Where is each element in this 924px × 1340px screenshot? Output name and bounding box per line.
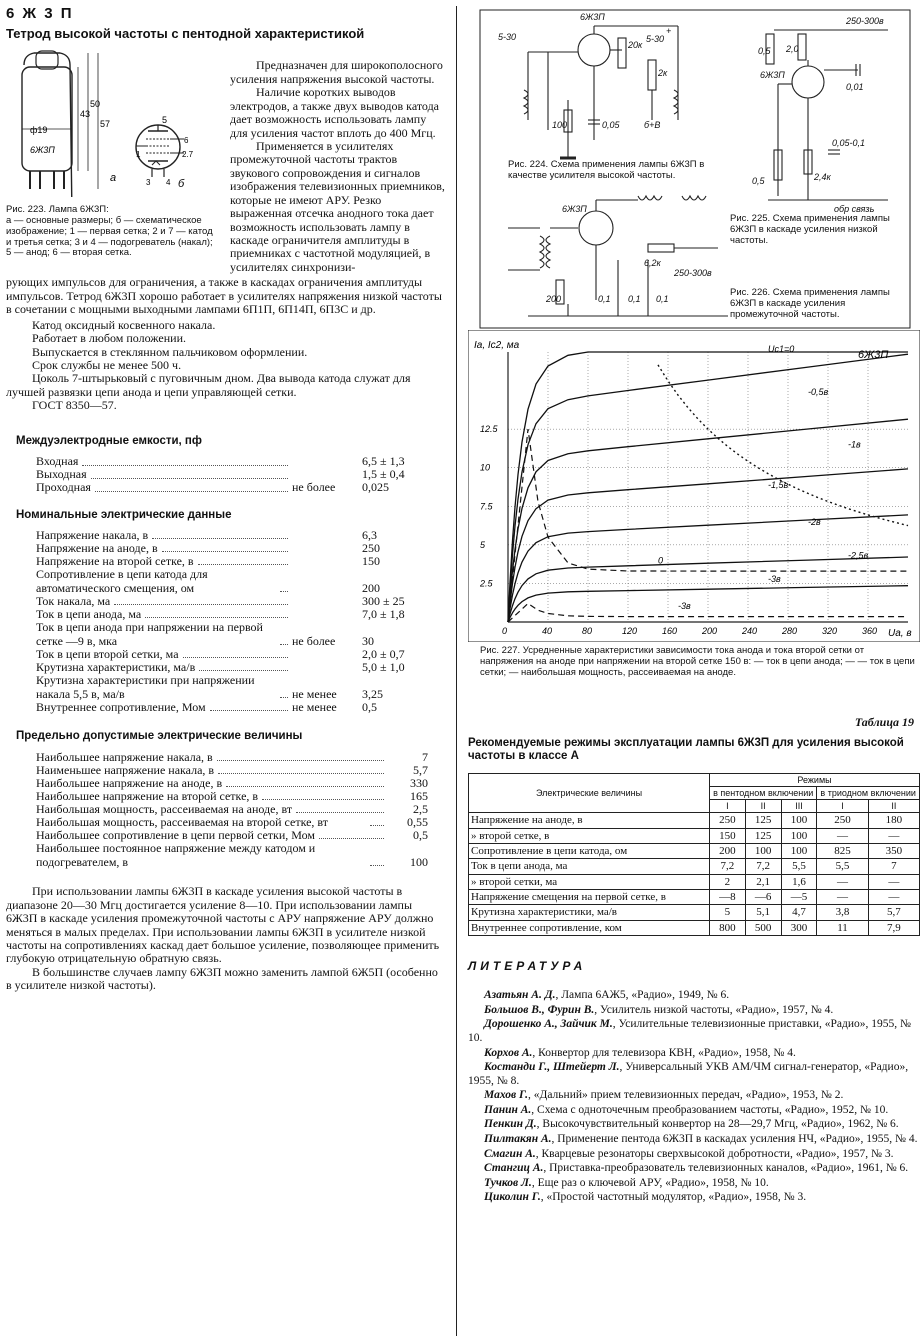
limit-label: Наибольшее напряжение на второй сетке, в [36,788,259,803]
pin-5: 5 [162,115,168,126]
left-column [6,0,446,993]
column-divider [456,6,457,1336]
table-row [469,905,920,920]
table-cell: 100 [781,828,817,843]
param-label: Ток в цепи анода, ма [36,606,142,621]
param-qualifier: не более [292,480,336,495]
fig223-caption-text: а — основные размеры; б — схематическое изображение; 1 — первая сетка; 2 и 7 — катод и третья сетка; 3 и 4 — подогреватель (накал); 5 — анод; 6 — вторая сетка. [6,214,213,259]
literature-ref [468,1148,920,1162]
ref-text: , Универсальный УКВ АМ/ЧМ сигнал-генератор, «Радио», 1955, № 8. [468,1061,909,1087]
fig227-caption [480,646,916,679]
table-cell: 1,6 [781,874,817,889]
table-cell: 100 [745,844,781,859]
anode-curve-label: -3в [768,573,781,584]
table-row-label: Крутизна характеристики, ма/в [469,905,710,920]
ref-author: Большов В., Фурин В. [484,1003,595,1016]
param-value: 150 [362,554,380,569]
pin-4: 4 [166,178,171,188]
table-cell: 125 [745,813,781,828]
ref-author: Костанди Г., Штейерт Л. [484,1061,620,1074]
param-value: 300 ± 25 [362,593,405,608]
table-cell: —6 [745,889,781,904]
mode-column-header: II [745,800,781,813]
table-cell: 5,5 [817,859,868,874]
fig224-r2: 2к [658,68,668,78]
param-row [36,701,428,714]
param-label: Ток в цепи второй сетки, ма [36,646,179,661]
limit-label: Наибольшая мощность, рассеиваемая на второй сетке, вт [36,814,329,829]
table-cell: 180 [868,813,919,828]
limit-value: 2,5 [413,801,428,816]
table-cell: 250 [817,813,868,828]
param-label: Напряжение на второй сетке, в [36,554,194,569]
x-tick-label: 200 [702,626,718,636]
table-cell: 5,5 [781,859,817,874]
table-cell: 7,2 [745,859,781,874]
ref-text: , Усилитель низкой частоты, «Радио», 1957, № 4. [594,1003,834,1016]
ref-author: Пенкин Д. [484,1118,537,1131]
param-value: 3,25 [362,686,383,701]
table-cell: — [817,828,868,843]
table-cell: 5,1 [745,905,781,920]
chart-title: 6Ж3П [858,349,889,361]
fig226-v: 250-300в [674,268,712,278]
property-item: Выпускается в стеклянном пальчиковом оформлении. [32,344,308,359]
literature-ref [468,989,920,1003]
legend-power: — наибольшая мощность, рассеиваемая на аноде. [508,666,736,678]
fig226-r2: 200 [546,294,562,304]
ref-author: Панин А. [484,1103,532,1116]
table-cell: 350 [868,844,919,859]
mode-column-header: II [868,800,919,813]
modes-table [468,773,920,936]
limit-label: Наибольшее напряжение на аноде, в [36,775,223,790]
table-row [469,844,920,859]
ref-text: , Конвертор для телевизора КВН, «Радио», 1958, № 4. [532,1046,796,1059]
ref-text: , Еще раз о ключевой АРУ, «Радио», 1958, № 10. [531,1176,769,1189]
ref-text: , Применение пентода 6Ж3П в каскадах усиления НЧ, «Радио», 1955, № 4. [551,1132,918,1145]
param-value: 2,0 ± 0,7 [362,646,405,661]
table-cell: 825 [817,844,868,859]
y-tick-label: 7.5 [480,501,493,512]
col-triode-header: в триодном включении [817,787,920,800]
param-row [36,568,428,595]
literature-ref [468,1018,920,1045]
table-cell: —5 [781,889,817,904]
limit-value: 165 [410,788,428,803]
limit-row [36,842,428,869]
ref-text: , «Дальний» прием телевизионных передач, «Радио», 1953, № 2. [528,1089,844,1102]
param-value: 6,5 ± 1,3 [362,454,405,469]
intro-paragraph: Применяется в усилителях промежуточной частоты трактов звукового сопровождения и сигналов изображения телевизионных приемников, которые не имеют АРУ. Резко выраженная отсечка анодного тока дает возможность использовать лампу в каскаде ограничителя амплитуды в приемниках с частотной модуляцией, в усилителях синхронизи- [230,138,445,274]
tube-name: 6 Ж 3 П [6,5,74,22]
property-item: ГОСТ 8350—57. [32,398,117,413]
param-value: 0,5 [362,699,377,714]
ref-author: Махов Г. [484,1089,528,1102]
intro-block [6,47,446,274]
fig225-v: 250-300в [846,16,884,26]
literature-ref [468,1004,920,1018]
mode-column-header: III [781,800,817,813]
param-qualifier: не более [292,633,336,648]
table-cell: — [817,874,868,889]
param-label: Входная [36,454,79,469]
dim-diameter: ф19 [30,125,48,136]
limit-label: Наибольшее постоянное напряжение между катодом и подогревателем, в [36,841,316,869]
x-tick-label: 160 [662,626,678,636]
param-qualifier: не менее [292,686,337,701]
col-modes-header: Режимы [710,774,920,787]
limit-label: Наибольшая мощность, рассеиваемая на аноде, вт [36,801,293,816]
literature-ref [468,1177,920,1191]
limit-label: Наибольшее сопротивление в цепи первой сетки, Мом [36,827,316,842]
fig-b-label: б [178,178,185,191]
literature-ref [468,1191,920,1205]
table-row [469,828,920,843]
tube-subtitle: Тетрод высокой частоты с пентодной характеристикой [6,25,365,41]
property-item: Катод оксидный косвенного накала. [32,317,216,332]
literature-ref [468,1162,920,1176]
fig225-tube: 6Ж3П [760,70,785,80]
param-label: Проходная [36,480,91,495]
table-cell: 300 [781,920,817,935]
mode-column-header: I [817,800,868,813]
schematics-block [468,0,920,330]
anode-curve-label: -2,5в [848,550,869,561]
x-tick-label: 80 [582,626,593,636]
legend-screen: — — ток в цепи сетки; [480,655,915,678]
param-value: 30 [362,633,374,648]
limit-value: 100 [410,854,428,869]
pin-3: 3 [146,178,151,188]
table-cell: —8 [710,889,746,904]
table-row-label: » второй сетки, ма [469,874,710,889]
fig226-c3: 0,1 [656,294,669,304]
table-cell: 100 [781,844,817,859]
tube-label: 6Ж3П [30,145,55,156]
param-qualifier: не менее [292,699,337,714]
param-row [36,621,428,648]
fig225-r1: 0,5 [758,46,771,56]
fig224-c2: 5-30 [646,34,665,44]
figure-227 [468,330,920,702]
table-cell: 100 [781,813,817,828]
fig227-caption-text: Рис. 227. Усредненные характеристики зависимости тока анода и тока второй сетки от напряжения на аноде при напряжении на второй сетке 150 в: [480,645,865,667]
intro-text [224,47,446,274]
table-row-label: Внутреннее сопротивление, ком [469,920,710,935]
intro-paragraph: Наличие коротких выводов электродов, а также двух выводов катода дает возможность использовать лампу для усиления частот вплоть до 400 Мгц. [230,85,440,140]
dim-43: 43 [80,109,91,120]
limit-value: 0,55 [407,814,428,829]
table-row-label: Ток в цепи анода, ма [469,859,710,874]
param-value: 6,3 [362,528,377,543]
literature-title: ЛИТЕРАТУРА [468,958,587,973]
ref-text: , Приставка-преобразователь телевизионных каналов, «Радио», 1961, № 6. [543,1162,909,1175]
limit-label: Наименьшее напряжение накала, в [36,762,215,777]
table-cell: 7 [868,859,919,874]
dim-50: 50 [90,99,101,110]
x-tick-label: 0 [502,626,508,636]
param-value: 0,025 [362,480,389,495]
table-cell: 7,9 [868,920,919,935]
max-power-curve [658,365,908,526]
table-cell: — [868,828,919,843]
table-cell: 200 [710,844,746,859]
param-label: Напряжение на аноде, в [36,541,158,556]
fig226-c1: 0,1 [598,294,611,304]
table-cell: 125 [745,828,781,843]
nominal-list [36,529,428,714]
table-cell: 7,2 [710,859,746,874]
param-row [36,674,428,701]
characteristics-chart [468,330,920,642]
limits-list [36,751,428,869]
fig224-ant: + [666,26,672,36]
fig225-c1: 0,01 [846,82,864,92]
ref-text: , Кварцевые резонаторы сверхвысокой добротности, «Радио», 1957, № 3. [535,1147,894,1160]
fig224-r3: 100 [552,120,568,130]
ref-text: , «Простой частотный модулятор, «Радио», 1958, № 3. [540,1191,807,1204]
ref-author: Пилтакян А. [484,1132,552,1145]
table-cell: 3,8 [817,905,868,920]
fig224-c3: 0,05 [602,120,620,130]
anode-curve-label: -0,5в [808,387,829,398]
fig224-tube: 6Ж3П [580,12,605,22]
ref-author: Азатьян А. Д. [484,989,556,1002]
fig225-r2: 2,0 [786,44,799,54]
intro-paragraph: Предназначен для широкополосного усиления напряжения высокой частоты. [230,58,443,86]
fig225-r3: 0,5 [752,176,765,186]
capacitance-title: Междуэлектродные емкости, пф [16,434,202,447]
nominal-title: Номинальные электрические данные [16,508,232,521]
param-value: 1,5 ± 0,4 [362,467,405,482]
dim-57: 57 [100,119,111,130]
param-label: Крутизна характеристики при напряжении накала 5,5 в, ма/в [36,673,255,701]
table-cell: 5 [710,905,746,920]
property-item: Срок службы не менее 500 ч. [32,357,182,372]
table-row [469,859,920,874]
ref-text: , Высокочувствительный конвертор на 28—29,7 Мгц, «Радио», 1962, № 6. [536,1118,899,1131]
table-number: Таблица 19 [854,715,914,729]
limit-value: 0,5 [413,827,428,842]
fig225-c2: 0,05-0,1 [832,138,866,148]
x-tick-label: 240 [742,626,758,636]
table-row-label: Напряжение на аноде, в [469,813,710,828]
col-pentode-header: в пентодном включении [710,787,817,800]
table-cell: 4,7 [781,905,817,920]
x-tick-label: 120 [622,626,638,636]
fig226-r1: 6,2к [644,258,661,268]
chart-ylabel: Ia, Ic2, ма [474,340,520,351]
table-row [469,889,920,904]
table-cell: 800 [710,920,746,935]
legend-anode: — ток в цепи анода; [753,655,843,667]
y-tick-label: 12.5 [480,424,498,435]
fig225-fb: обр связь [834,204,875,214]
param-label: Ток накала, ма [36,593,111,608]
fig223-caption-title: Рис. 223. Лампа 6Ж3П: [6,203,109,215]
param-value: 250 [362,541,380,556]
table-cell: 500 [745,920,781,935]
param-row [36,482,428,495]
table-row-label: Сопротивление в цепи катода, ом [469,844,710,859]
fig223-caption [6,205,220,260]
x-tick-label: 40 [542,626,553,636]
anode-curve-label: -1,5в [768,479,789,490]
y-tick-label: 10 [480,462,491,473]
ref-author: Циколин Г. [484,1191,541,1204]
anode-curve [508,469,908,622]
fig-a-label: а [110,172,117,185]
mode-column-header: I [710,800,746,813]
properties-list [6,319,446,413]
screen-curve-label: 0 [658,555,664,566]
pin-2-7: 2.7 [182,150,194,160]
property-item: Работает в любом положении. [32,331,187,346]
param-value: 200 [362,580,380,595]
pin-6: 6 [184,136,189,146]
table-cell: 11 [817,920,868,935]
limit-value: 5,7 [413,762,428,777]
param-label: Сопротивление в цепи катода для автоматического смещения, ом [36,567,208,595]
limit-value: 7 [422,749,428,764]
anode-curve-label: -2в [808,516,821,527]
limits-title: Предельно допустимые электрические величины [16,730,303,743]
screen-curve-label: -3в [678,600,691,611]
table-cell: 2,1 [745,874,781,889]
table-cell: 5,7 [868,905,919,920]
x-tick-label: 360 [862,626,878,636]
x-tick-label: 320 [822,626,838,636]
fig224-caption: Рис. 224. Схема применения лампы 6Ж3П в качестве усилителя высокой частоты. [508,159,705,181]
param-label: Внутреннее сопротивление, Мом [36,699,206,714]
literature-ref [468,1118,920,1132]
ref-text: , Схема с одноточечным преобразованием частоты, «Радио», 1952, № 10. [531,1103,889,1116]
limit-label: Наибольшее напряжение накала, в [36,749,213,764]
table-cell: 2 [710,874,746,889]
ref-author: Стангиц А. [484,1162,544,1175]
param-label: Крутизна характеристики, ма/в [36,659,196,674]
anode-curve-label: -1в [848,439,861,450]
closing-paragraph: При использовании лампы 6Ж3П в каскаде усиления высокой частоты в диапазоне 20—30 Мгц достигается усиление 8—10. При использовании лампы 6Ж3П в каскаде усиления промежуточной частоты с АРУ напряжение АРУ должно меняться в малых пределах. При использовании лампы 6Ж3П в усилителе низкой частоты на сопротивлениях каскад дает большое усиление, позволяющее применить глубокую отрицательную обратную связь. [6,884,440,966]
table-row [469,874,920,889]
x-tick-label: 280 [782,626,798,636]
right-column [468,0,920,1206]
table-title: Рекомендуемые режимы эксплуатации лампы 6Ж3П для усиления высокой частоты в классе А [468,737,904,763]
fig224-c1: 5-30 [498,32,517,42]
param-value: 5,0 ± 1,0 [362,659,405,674]
param-label: Выходная [36,467,87,482]
table-row [469,920,920,935]
table-row-label: Напряжение смещения на первой сетке, в [469,889,710,904]
literature-ref [468,1133,920,1147]
anode-curve-label: Uc1=0 [768,344,795,354]
limit-value: 330 [410,775,428,790]
closing-paragraph: В большинстве случаев лампу 6Ж3П можно заменить лампой 6Ж5П (особенно в усилителе низкой частоты). [6,964,438,993]
table-cell: 250 [710,813,746,828]
ref-text: , Усилительные телевизионные приставки, «Радио», 1955, № 10. [468,1018,911,1045]
table-row-label: » второй сетке, в [469,828,710,843]
capacitance-list [36,456,428,495]
literature-ref [468,1089,920,1103]
fig225-caption: Рис. 225. Схема применения лампы 6Ж3П в каскаде усиления низкой частоты. [730,213,890,246]
fig226-caption: Рис. 226. Схема применения лампы 6Ж3П в каскаде усиления промежуточной частоты. [730,287,890,320]
table-cell: 150 [710,828,746,843]
table-cell: — [868,889,919,904]
fig224-b: б+В [644,120,661,130]
table-row [469,813,920,828]
fig225-r4: 2,4к [814,172,831,182]
fig224-r1: 20к [628,40,643,50]
col-param-header: Электрические величины [469,774,710,813]
property-item: Цоколь 7-штырьковый с пуговичным дном. Два вывода катода служат для лучшей развязки цепи анода и цепи управляющей сетки. [6,371,411,399]
param-label: Напряжение накала, в [36,528,149,543]
ref-author: Тучков Л. [484,1176,532,1189]
pin-1: 1 [136,150,141,160]
literature-ref [468,1047,920,1061]
table-cell: — [817,889,868,904]
literature-ref [468,1104,920,1118]
intro-continued: рующих импульсов для ограничения, а также в каскадах ограничения амплитуды импульсов. Тетрод 6Ж3П хорошо работает в усилителях напряжения низкой частоты в сочетании с мощными выходными лампами 6П1П, 6П14П, 6П3С и др. [6,275,442,317]
fig226-tube: 6Ж3П [562,204,587,214]
param-label: Ток в цепи анода при напряжении на первой сетке —9 в, мка [36,620,263,648]
ref-author: Смагин А. [484,1147,536,1160]
chart-xlabel: Ua, в [888,628,912,639]
ref-text: , Лампа 6АЖ5, «Радио», 1949, № 6. [555,989,730,1002]
param-value: 7,0 ± 1,8 [362,606,405,621]
table-cell: — [868,874,919,889]
tube-body-shape [22,67,72,171]
fig226-c2: 0,1 [628,294,641,304]
ref-author: Дорошенко А., Зайчик М. [484,1018,613,1031]
tube-drawing [6,47,224,197]
literature-ref [468,1061,920,1088]
figure-223 [6,47,224,274]
ref-author: Корхов А. [484,1046,533,1059]
closing-text [6,885,446,993]
y-tick-label: 2.5 [480,578,493,589]
y-tick-label: 5 [480,539,486,550]
literature-list [468,989,920,1204]
